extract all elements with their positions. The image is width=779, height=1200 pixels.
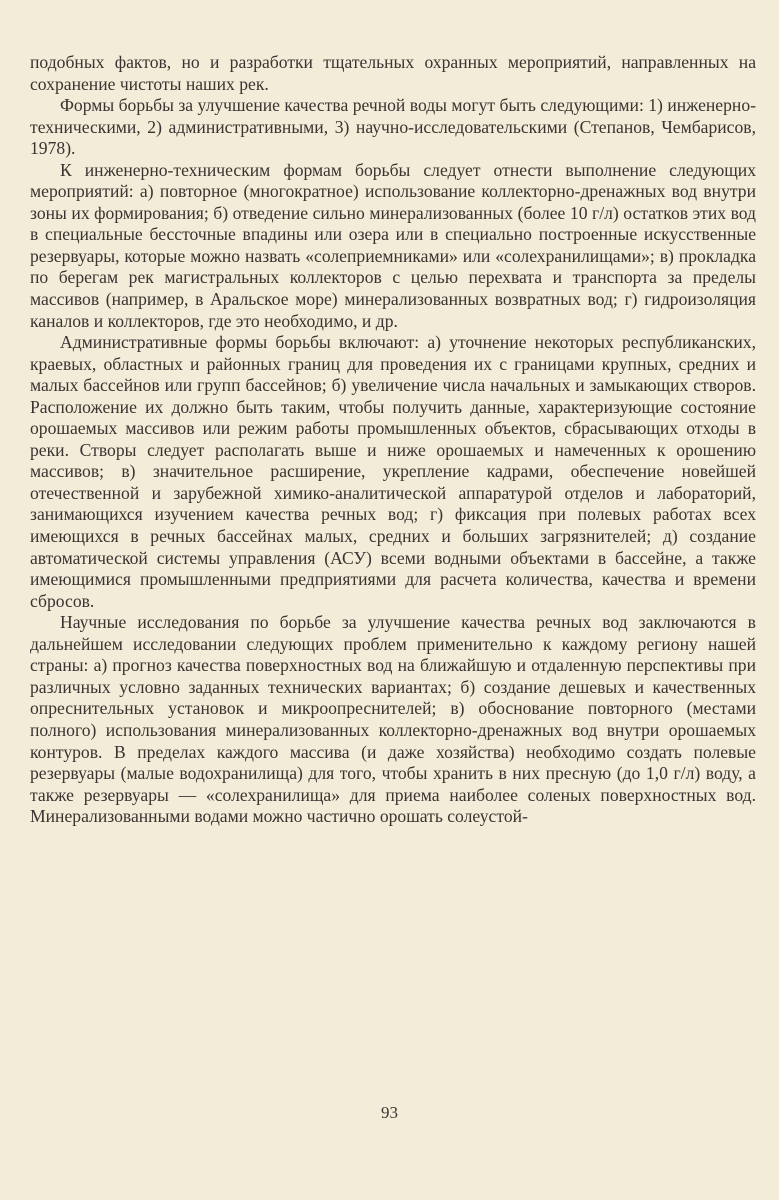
paragraph-scientific: Научные исследования по борьбе за улучшение качества речных вод заключаются в дальнейшем исследовании следующих проблем применительно к каждому региону нашей страны: а) прогноз качества поверхностных вод на ближайшую и отдаленную перспективы при различных условно заданных технических вариантах; б) создание дешевых и качественных опреснительных установок и микроопреснителей; в) обоснование повторного (местами полного) использования минерализованных коллекторно-дренажных вод внутри орошаемых контуров. В пределах каждого массива (и даже хозяйства) необходимо создать полевые резервуары (малые водохранилища) для того, чтобы хранить в них пресную (до 1,0 г/л) воду, а также резервуары — «солехранилища» для приема наиболее соленых поверхностных вод. Минерализованными водами можно частично орошать солеустой- bbox=[30, 612, 756, 827]
page-number: 93 bbox=[381, 1103, 398, 1122]
paragraph-continuation: подобных фактов, но и разработки тщательных охранных мероприятий, направленных на сохранение чистоты наших рек. bbox=[30, 52, 756, 94]
page-text bbox=[30, 52, 756, 828]
paragraph-engineering: К инженерно-техническим формам борьбы следует отнести выполнение следующих мероприятий: а) повторное (многократное) использование коллекторно-дренажных вод внутри зоны их формирования; б) отведение сильно минерализованных (более 10 г/л) остатков этих вод в специальные бессточные впадины или озера или в специально построенные искусственные резервуары, которые можно назвать «солеприемниками» или «солехранилищами»; в) прокладка по берегам рек магистральных коллекторов с целью перехвата и транспорта за пределы массивов (например, в Аральское море) минерализованных возвратных вод; г) гидроизоляция каналов и коллекторов, где это необходимо, и др. bbox=[30, 159, 756, 331]
paragraph-forms: Формы борьбы за улучшение качества речной воды могут быть следующими: 1) инженерно-техническими, 2) административными, 3) научно-исследовательскими (Степанов, Чембарисов, 1978). bbox=[30, 95, 756, 159]
paragraph-administrative: Административные формы борьбы включают: а) уточнение некоторых республиканских, краевых, областных и районных границ для проведения их с границами крупных, средних и малых бассейнов или групп бассейнов; б) увеличение числа начальных и замыкающих створов. Расположение их должно быть таким, чтобы получить данные, характеризующие состояние орошаемых массивов или режим работы промышленных объектов, сбрасывающих отходы в реки. Створы следует располагать выше и ниже орошаемых и намеченных к орошению массивов; в) значительное расширение, укрепление кадрами, обеспечение новейшей отечественной и зарубежной химико-аналитической аппаратурой отделов и лабораторий, занимающихся изучением качества речных вод; г) фиксация при полевых работах всех имеющихся в речных бассейнах малых, средних и больших загрязнителей; д) создание автоматической системы управления (АСУ) всеми водными объектами в бассейне, а также имеющимися промышленными предприятиями для расчета количества, качества и времени сбросов. bbox=[30, 332, 756, 611]
